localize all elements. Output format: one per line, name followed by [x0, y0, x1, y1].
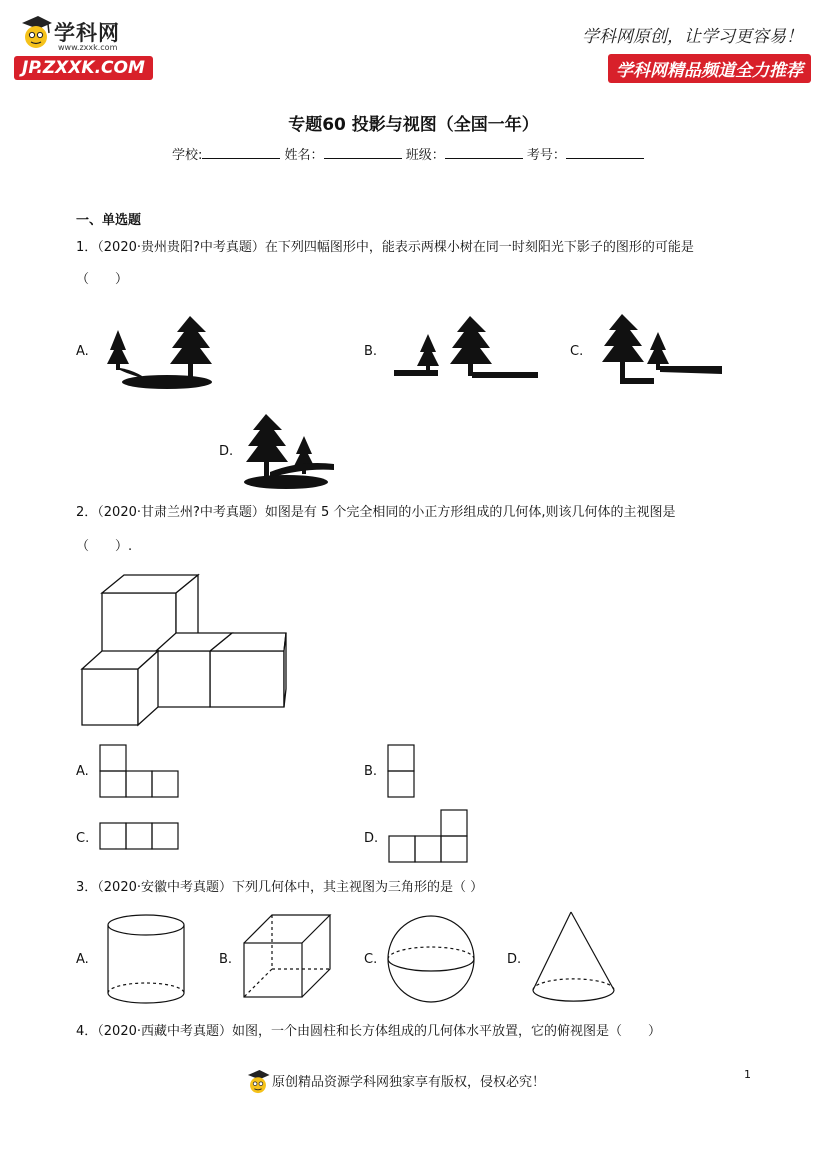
name-blank[interactable]: [324, 145, 402, 159]
q1-option-a-label[interactable]: A.: [76, 344, 89, 359]
q3-option-d-cone: [530, 910, 620, 1005]
question-2-paren: （ ）.: [76, 539, 133, 554]
logo-text: 学科网: [54, 21, 120, 45]
q2-option-c-image: [99, 822, 181, 852]
q1-option-c-image: [594, 312, 724, 392]
q2-option-a-label[interactable]: A.: [76, 764, 89, 779]
logo[interactable]: [18, 14, 158, 54]
q3-option-c-sphere: [385, 913, 477, 1005]
mascot-icon: [18, 14, 54, 54]
name-label: 姓名：: [284, 148, 324, 163]
q2-option-d-image: [388, 809, 470, 865]
class-blank[interactable]: [445, 145, 523, 159]
q1-option-c-label[interactable]: C.: [570, 344, 584, 359]
number-label: 考号：: [526, 148, 566, 163]
q1-option-b-image: [392, 312, 542, 382]
q3-option-a-cylinder: [104, 913, 188, 1005]
q3-option-a-label[interactable]: A.: [76, 952, 89, 967]
question-4-text: 4．（2020·西藏中考真题）如图，一个由圆柱和长方体组成的几何体水平放置，它的俯视图是（ ）: [76, 1024, 661, 1039]
slogan: 学科网原创，让学习更容易！: [582, 27, 803, 47]
page-number: 1: [744, 1068, 751, 1081]
site-badge[interactable]: JP.ZXXK.COM: [14, 56, 153, 80]
logo-url: www.zxxk.com: [58, 43, 118, 52]
q2-option-d-label[interactable]: D.: [364, 831, 379, 846]
q3-option-d-label[interactable]: D.: [507, 952, 522, 967]
q2-option-c-label[interactable]: C.: [76, 831, 90, 846]
q2-cube-figure: [80, 573, 290, 728]
q1-option-a-image: [102, 312, 232, 392]
page-title: 专题60 投影与视图（全国一年）: [288, 115, 539, 135]
q1-option-d-label[interactable]: D.: [219, 444, 234, 459]
question-2-text: 2．（2020·甘肃兰州?中考真题）如图是有 5 个完全相同的小正方形组成的几何体,则该几何体的主视图是: [76, 505, 676, 520]
school-blank[interactable]: [202, 145, 280, 159]
q3-option-b-cube: [242, 913, 332, 999]
question-1-text: 1．（2020·贵州贵阳?中考真题）在下列四幅图形中，能表示两棵小树在同一时刻阳光下影子的图形的可能是: [76, 240, 694, 255]
q3-option-b-label[interactable]: B.: [219, 952, 233, 967]
mascot-icon: [245, 1068, 271, 1098]
q2-option-b-image: [387, 744, 417, 800]
student-info-line: [172, 145, 644, 165]
footer-copyright: 原创精品资源学科网独家享有版权，侵权必究！: [272, 1075, 546, 1090]
section-heading: 一、单选题: [76, 213, 142, 228]
q1-option-b-label[interactable]: B.: [364, 344, 378, 359]
channel-banner[interactable]: 学科网精品频道全力推荐: [608, 54, 811, 83]
question-3-text: 3．（2020·安徽中考真题）下列几何体中，其主视图为三角形的是（ ）: [76, 880, 484, 895]
q2-option-a-image: [99, 744, 181, 800]
q2-option-b-label[interactable]: B.: [364, 764, 378, 779]
q1-option-d-image: [240, 412, 340, 497]
q3-option-c-label[interactable]: C.: [364, 952, 378, 967]
class-label: 班级：: [405, 148, 445, 163]
school-label: 学校:: [172, 148, 203, 163]
question-1-paren: （ ）: [76, 272, 129, 287]
number-blank[interactable]: [566, 145, 644, 159]
